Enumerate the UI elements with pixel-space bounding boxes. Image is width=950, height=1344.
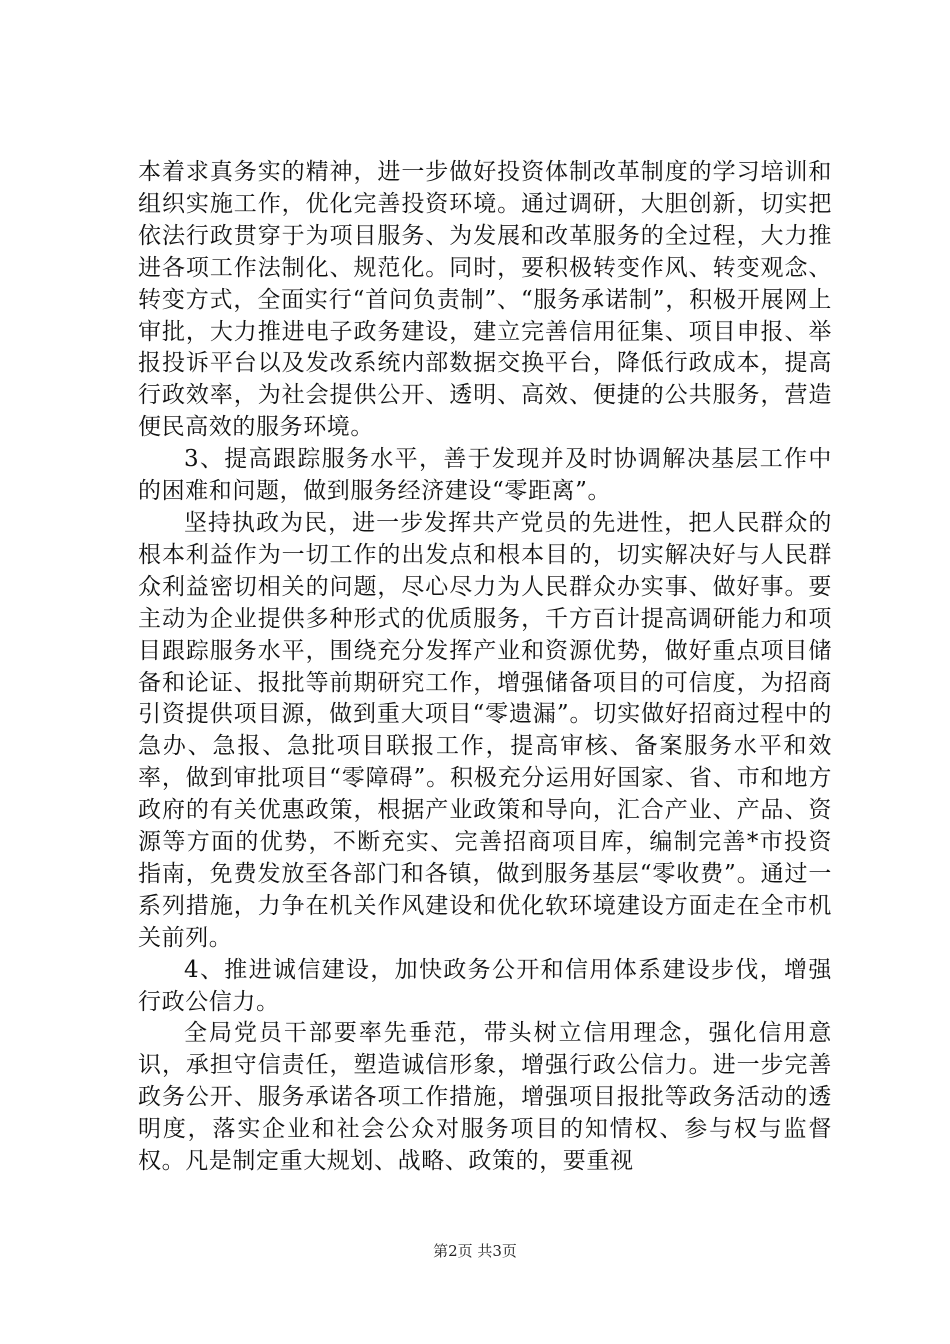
paragraph-1: 本着求真务实的精神，进一步做好投资体制改革制度的学习培训和组织实施工作，优化完善投资环境。通过调研，大胆创新，切实把依法行政贯穿于为项目服务、为发展和改革服务的全过程，大力推进各项工作法制化、规范化。同时，要积极转变作风、转变观念、转变方式，全面实行“首问负责制”、“服务承诺制”，积极开展网上审批，大力推进电子政务建设，建立完善信用征集、项目申报、举报投诉平台以及发改系统内部数据交换平台，降低行政成本，提高行政效率，为社会提供公开、透明、高效、便捷的公共服务，营造便民高效的服务环境。	[138, 159, 832, 441]
paragraph-2-heading: 3、提高跟踪服务水平，善于发现并及时协调解决基层工作中的困难和问题，做到服务经济建设“零距离”。	[138, 446, 832, 505]
paragraph-3: 坚持执政为民，进一步发挥共产党员的先进性，把人民群众的根本利益作为一切工作的出发点和根本目的，切实解决好与人民群众利益密切相关的问题，尽心尽力为人民群众办实事、做好事。要主动为企业提供多种形式的优质服务，千方百计提高调研能力和项目跟踪服务水平，围绕充分发挥产业和资源优势，做好重点项目储备和论证、报批等前期研究工作，增强储备项目的可信度，为招商引资提供项目源，做到重大项目“零遗漏”。切实做好招商过程中的急办、急报、急批项目联报工作，提高审核、备案服务水平和效率，做到审批项目“零障碍”。积极充分运用好国家、省、市和地方政府的有关优惠政策，根据产业政策和导向，汇合产业、产品、资源等方面的优势，不断充实、完善招商项目库，编制完善*市投资指南，免费发放至各部门和各镇，做到服务基层“零收费”。通过一系列措施，力争在机关作风建设和优化软环境建设方面走在全市机关前列。	[138, 509, 832, 951]
paragraph-4-heading: 4、推进诚信建设，加快政务公开和信用体系建设步伐，增强行政公信力。	[138, 956, 832, 1015]
page-number-footer: 第2页 共3页	[433, 1242, 517, 1260]
body-text	[138, 157, 832, 1178]
paragraph-5: 全局党员干部要率先垂范，带头树立信用理念，强化信用意识，承担守信责任，塑造诚信形象，增强行政公信力。进一步完善政务公开、服务承诺各项工作措施，增强项目报批等政务活动的透明度，落实企业和社会公众对服务项目的知情权、参与权与监督权。凡是制定重大规划、战略、政策的，要重视	[138, 1020, 832, 1175]
